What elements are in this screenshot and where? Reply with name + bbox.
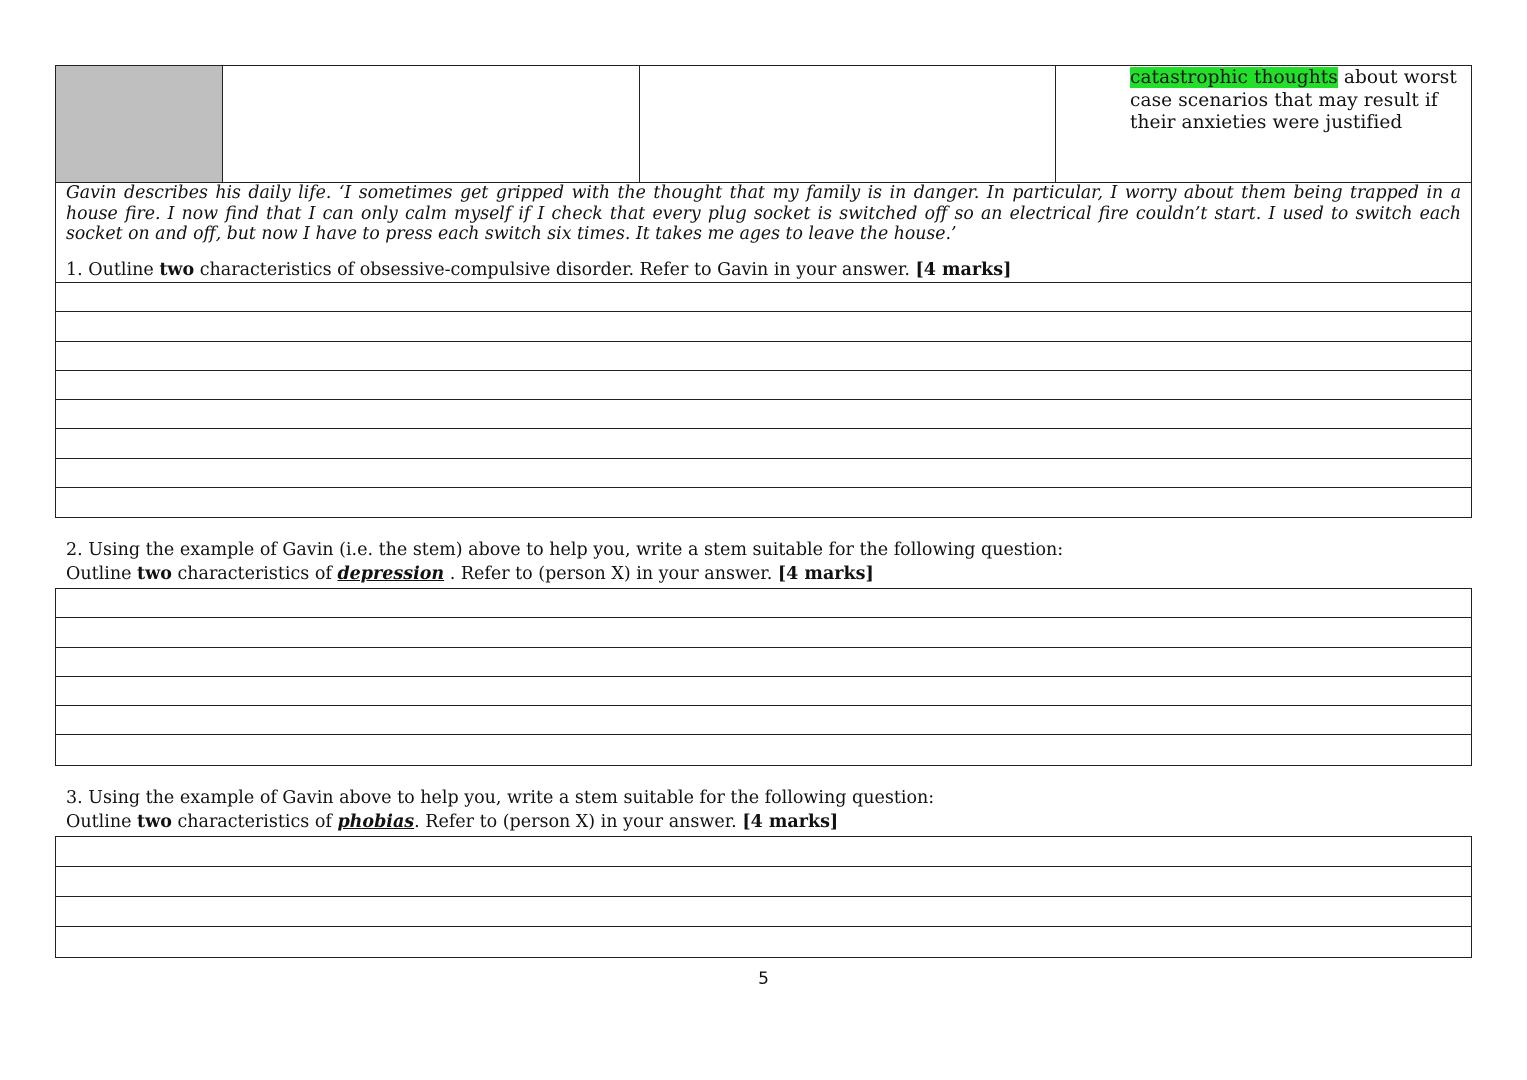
empty-cell-2 (640, 66, 1056, 182)
question-1-marks: [4 marks] (915, 259, 1012, 280)
question-3-line1: 3. Using the example of Gavin above to help you, write a stem suitable for the following question: (66, 788, 935, 808)
answer-box-3[interactable] (55, 836, 1472, 958)
question-2-post: . Refer to (person X) in your answer. (444, 564, 778, 584)
question-2 (66, 538, 1063, 586)
answer-line[interactable] (56, 283, 1471, 312)
answer-line[interactable] (56, 927, 1471, 956)
highlighted-term: catastrophic thoughts (1130, 67, 1338, 88)
answer-line[interactable] (56, 735, 1471, 764)
shaded-cell (56, 66, 223, 182)
question-2-topic: depression (337, 564, 445, 584)
answer-line[interactable] (56, 897, 1471, 927)
answer-line[interactable] (56, 648, 1471, 677)
answer-line[interactable] (56, 342, 1471, 371)
answer-box-1[interactable] (55, 282, 1472, 518)
question-1 (66, 259, 1461, 281)
answer-line[interactable] (56, 400, 1471, 429)
answer-line[interactable] (56, 837, 1471, 867)
question-2-marks: [4 marks] (777, 564, 874, 584)
question-3-pre: Outline (66, 812, 138, 832)
question-3-mid: characteristics of (171, 812, 338, 832)
answer-box-2[interactable] (55, 588, 1472, 766)
question-3-topic: phobias (337, 812, 415, 832)
question-2-bold: two (137, 564, 172, 584)
question-1-pre: Outline (82, 259, 160, 280)
answer-line[interactable] (56, 371, 1471, 400)
question-1-number: 1. (66, 259, 83, 280)
question-2-pre: Outline (66, 564, 138, 584)
answer-line[interactable] (56, 677, 1471, 706)
answer-line[interactable] (56, 589, 1471, 618)
answer-line[interactable] (56, 618, 1471, 647)
answer-line[interactable] (56, 459, 1471, 488)
answer-line[interactable] (56, 488, 1471, 517)
page-number: 5 (758, 969, 769, 989)
description-cell (1056, 66, 1471, 182)
question-3-bold: two (137, 812, 172, 832)
scenario-block (55, 183, 1472, 282)
question-2-mid: characteristics of (171, 564, 338, 584)
question-2-line1: 2. Using the example of Gavin (i.e. the stem) above to help you, write a stem suitable for the following question: (66, 540, 1064, 560)
question-1-text: characteristics of obsessive-compulsive disorder. Refer to Gavin in your answer. (194, 259, 916, 280)
question-3-marks: [4 marks] (742, 812, 839, 832)
question-1-bold: two (159, 259, 195, 280)
continued-table-row (55, 65, 1472, 183)
answer-line[interactable] (56, 867, 1471, 897)
question-3 (66, 786, 934, 834)
answer-line[interactable] (56, 312, 1471, 341)
empty-cell-1 (223, 66, 640, 182)
description-text: about worst case scenarios that may result if their anxieties were justified (1130, 67, 1457, 133)
answer-line[interactable] (56, 429, 1471, 458)
question-3-line2 (66, 810, 934, 834)
question-2-line2 (66, 562, 1063, 586)
question-3-post: . Refer to (person X) in your answer. (414, 812, 743, 832)
gavin-scenario: Gavin describes his daily life. ‘I sometimes get gripped with the thought that my family is in danger. In particular, I worry about them being trapped in a house fire. I now find that I can only calm myself if I check that every plug socket is switched off so an electrical fire couldn’t start. I used to switch each socket on and off, but now I have to press each switch six times. It takes me ages to leave the house.’ (66, 183, 1461, 244)
answer-line[interactable] (56, 706, 1471, 735)
